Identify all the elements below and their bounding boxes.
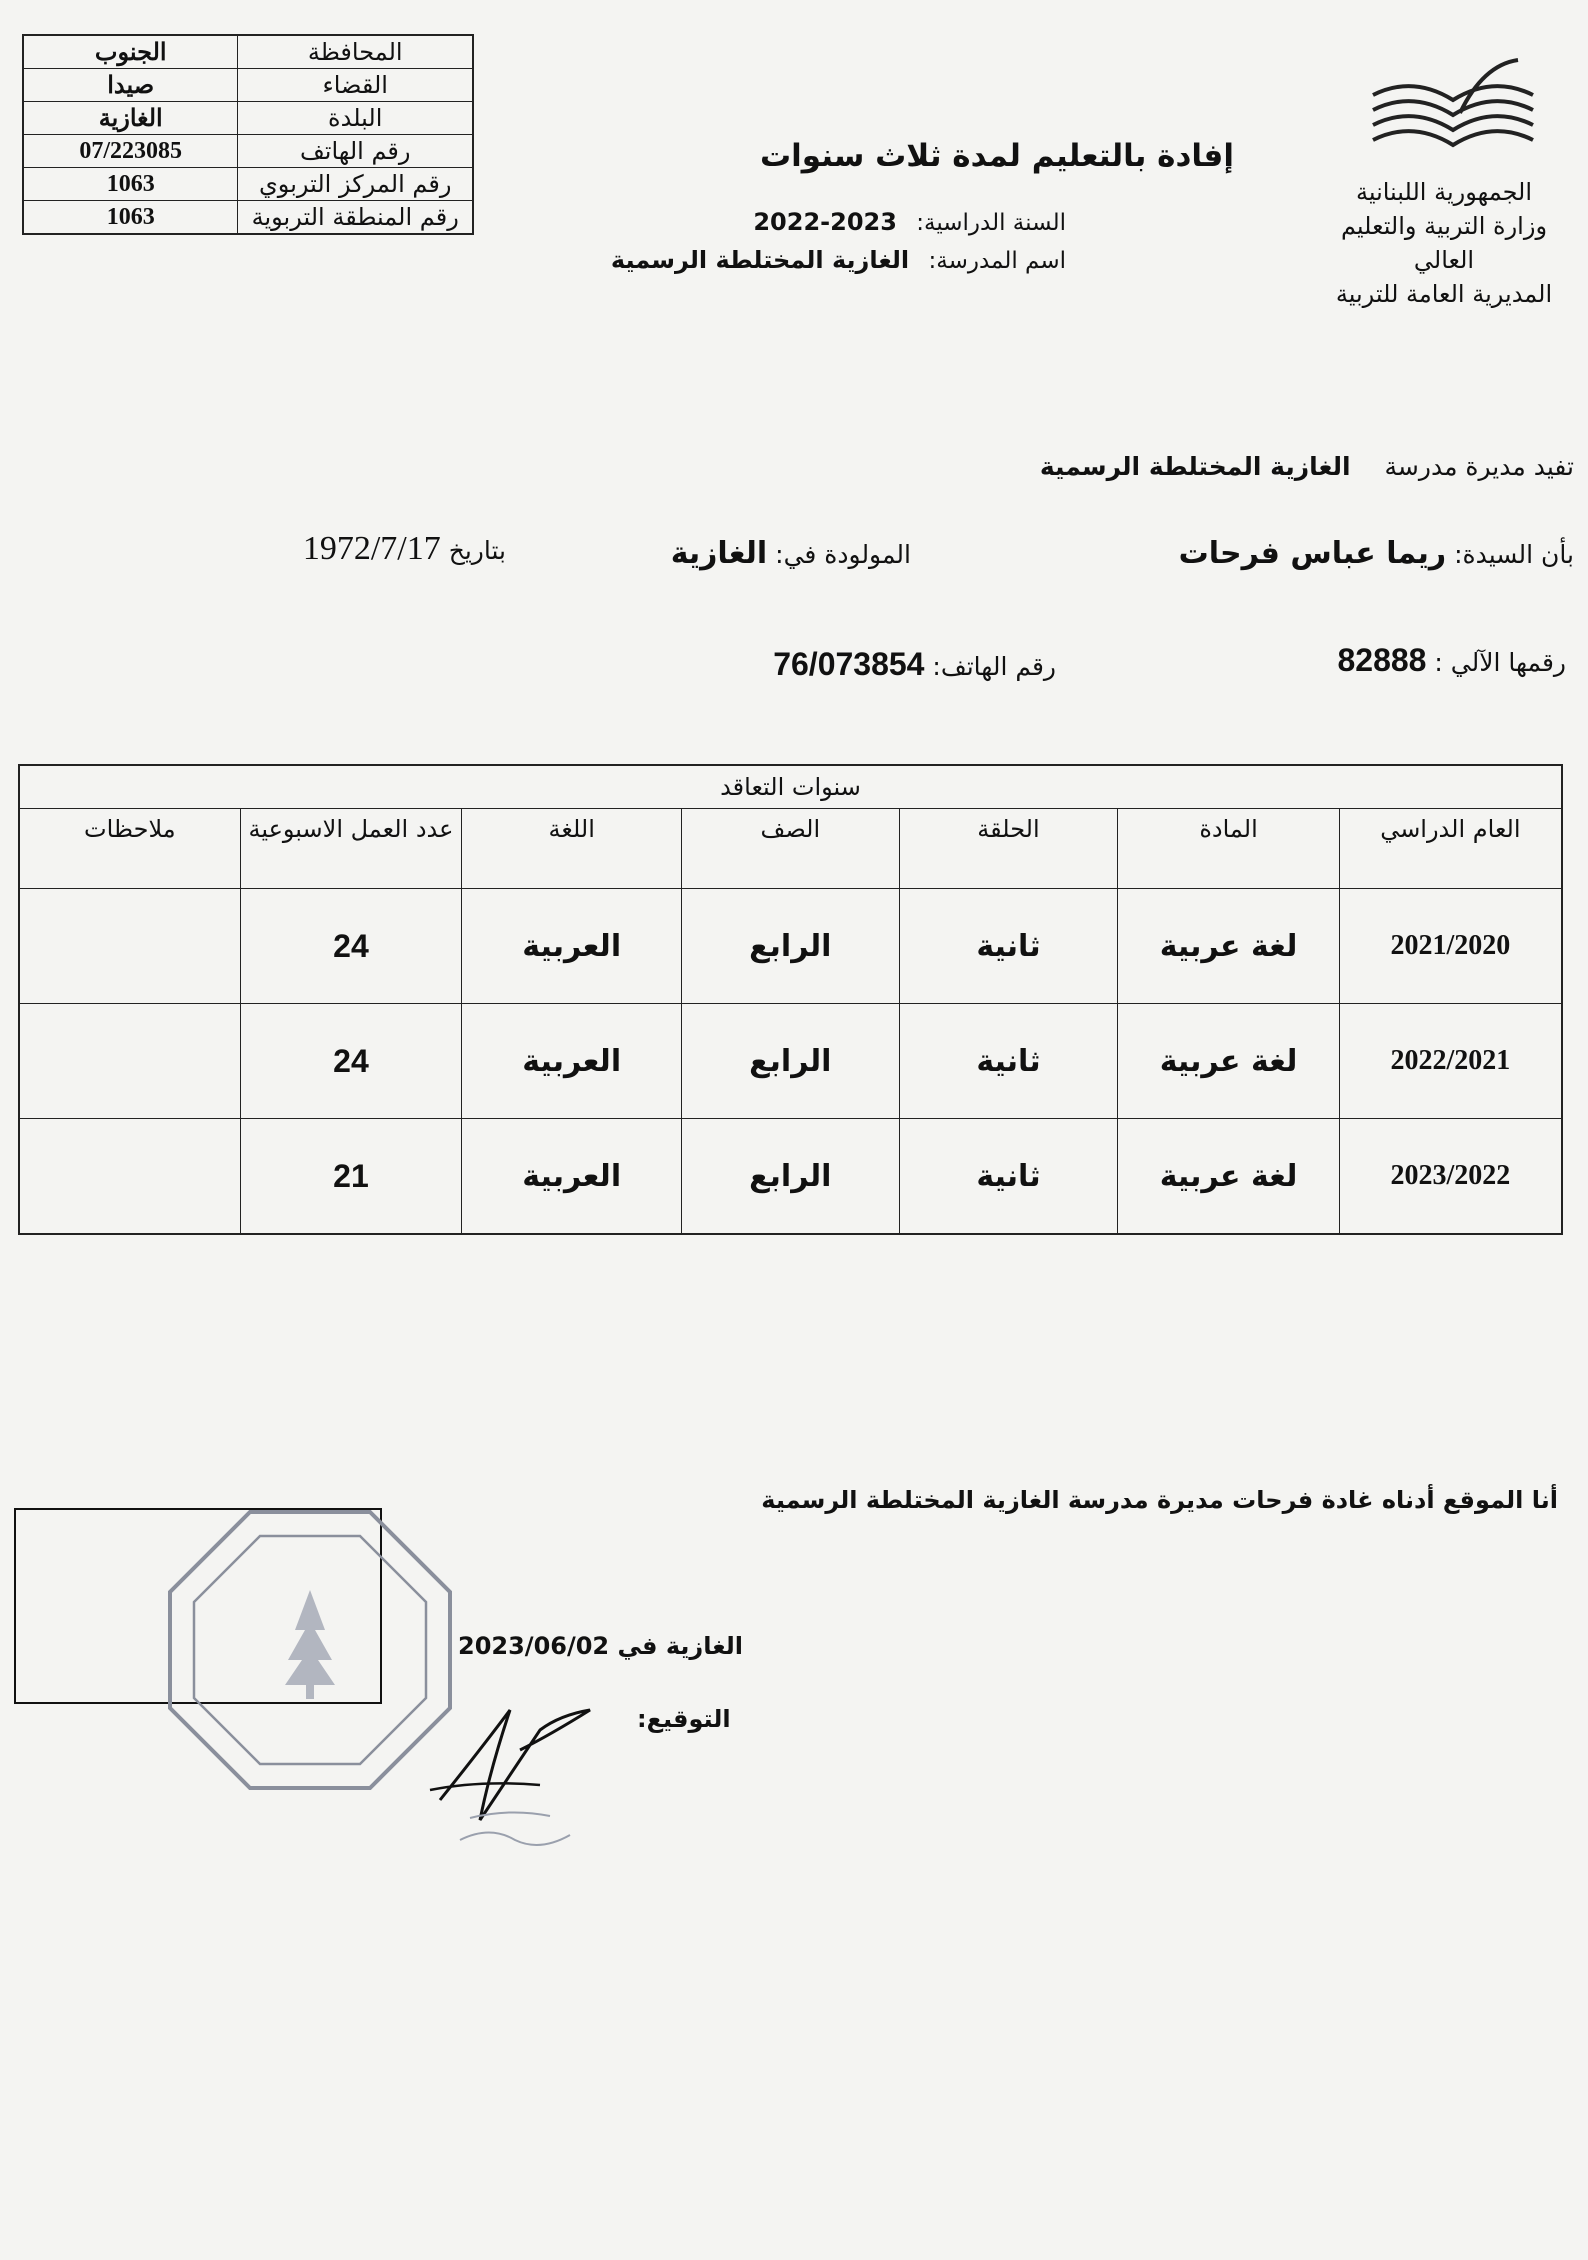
info-value: الغازية: [23, 102, 238, 135]
school-year-label: السنة الدراسية:: [916, 210, 1066, 236]
table-caption: سنوات التعاقد: [19, 765, 1562, 809]
info-value: 07/223085: [23, 135, 238, 168]
birthdate-label: بتاريخ: [448, 536, 506, 565]
info-row: [23, 102, 473, 135]
info-label: المحافظة: [238, 35, 473, 69]
cell-subject: لغة عربية: [1118, 1119, 1339, 1235]
signatory-statement: أنا الموقع أدناه غادة فرحات مديرة مدرسة الغازية المختلطة الرسمية: [761, 1486, 1558, 1514]
info-row: [23, 201, 473, 235]
ministry-line: الجمهورية اللبنانية: [1355, 178, 1533, 206]
header-cycle: الحلقة: [899, 809, 1118, 889]
phone-line: [773, 646, 1056, 683]
info-row: [23, 168, 473, 201]
ministry-line: المديرية العامة للتربية: [1335, 280, 1553, 308]
place-date: الغازية في 2023/06/02: [458, 1632, 744, 1660]
cell-language: العربية: [462, 889, 682, 1004]
header-notes: ملاحظات: [19, 809, 240, 889]
phone-value: 76/073854: [773, 646, 925, 682]
header-grade: الصف: [682, 809, 899, 889]
certify-prefix: تفيد مديرة مدرسة: [1384, 452, 1574, 481]
cell-weekly-hours: 24: [240, 889, 462, 1004]
header-academic-year: العام الدراسي: [1339, 809, 1562, 889]
info-row: [23, 69, 473, 102]
cell-language: العربية: [462, 1119, 682, 1235]
phone-label: رقم الهاتف:: [932, 652, 1056, 681]
name-line: [1179, 536, 1574, 571]
ministry-line: وزارة التربية والتعليم العالي: [1340, 212, 1548, 274]
header-subject: المادة: [1118, 809, 1339, 889]
info-label: رقم المركز التربوي: [238, 168, 473, 201]
cell-grade: الرابع: [682, 889, 899, 1004]
cell-subject: لغة عربية: [1118, 1004, 1339, 1119]
info-table: [22, 34, 474, 235]
info-value: الجنوب: [23, 35, 238, 69]
contract-years-table: [18, 764, 1563, 1235]
info-value: صيدا: [23, 69, 238, 102]
cell-academic-year: 2022/2021: [1339, 1004, 1562, 1119]
cell-notes: [19, 1004, 240, 1119]
cell-weekly-hours: 24: [240, 1004, 462, 1119]
birthplace-label: المولودة في:: [775, 540, 911, 569]
cell-language: العربية: [462, 1004, 682, 1119]
table-row: [19, 1119, 1562, 1235]
cell-weekly-hours: 21: [240, 1119, 462, 1235]
official-seal-icon: [160, 1500, 460, 1800]
book-logo-icon: [1368, 55, 1538, 155]
cell-cycle: ثانية: [899, 889, 1118, 1004]
school-year-value: 2023-2022: [753, 208, 897, 236]
signature-icon: [420, 1690, 620, 1860]
birthdate-value: 1972/7/17: [302, 530, 441, 567]
ministry-header: [1314, 175, 1574, 311]
cell-grade: الرابع: [682, 1004, 899, 1119]
name-value: ريما عباس فرحات: [1178, 536, 1447, 571]
cell-grade: الرابع: [682, 1119, 899, 1235]
school-name-line: [611, 246, 1066, 274]
cell-subject: لغة عربية: [1118, 889, 1339, 1004]
header-language: اللغة: [462, 809, 682, 889]
info-row: [23, 35, 473, 69]
cell-academic-year: 2021/2020: [1339, 889, 1562, 1004]
info-row: [23, 135, 473, 168]
school-name-value: الغازية المختلطة الرسمية: [610, 246, 910, 274]
table-row: [19, 889, 1562, 1004]
info-value: 1063: [23, 168, 238, 201]
document-title: إفادة بالتعليم لمدة ثلاث سنوات: [760, 138, 1234, 174]
id-label: رقمها الآلي :: [1434, 648, 1566, 677]
school-name-label: اسم المدرسة:: [928, 248, 1066, 274]
school-year-line: [753, 208, 1066, 236]
birthplace-line: [671, 536, 911, 571]
info-value: 1063: [23, 201, 238, 235]
info-label: البلدة: [238, 102, 473, 135]
header-weekly-hours: عدد العمل الاسبوعية: [240, 809, 462, 889]
birthplace-value: الغازية: [670, 536, 768, 571]
cell-notes: [19, 889, 240, 1004]
info-label: رقم الهاتف: [238, 135, 473, 168]
id-line: [1337, 642, 1566, 679]
id-value: 82888: [1337, 642, 1427, 678]
cell-notes: [19, 1119, 240, 1235]
signature-label: التوقيع:: [637, 1705, 731, 1733]
table-row: [19, 1004, 1562, 1119]
birthdate-line: [303, 530, 506, 568]
cell-cycle: ثانية: [899, 1004, 1118, 1119]
cell-academic-year: 2023/2022: [1339, 1119, 1562, 1235]
name-label: بأن السيدة:: [1454, 540, 1574, 569]
certify-line: [1040, 452, 1574, 481]
info-label: رقم المنطقة التربوية: [238, 201, 473, 235]
certify-school: الغازية المختلطة الرسمية: [1039, 452, 1351, 481]
info-label: القضاء: [238, 69, 473, 102]
cell-cycle: ثانية: [899, 1119, 1118, 1235]
